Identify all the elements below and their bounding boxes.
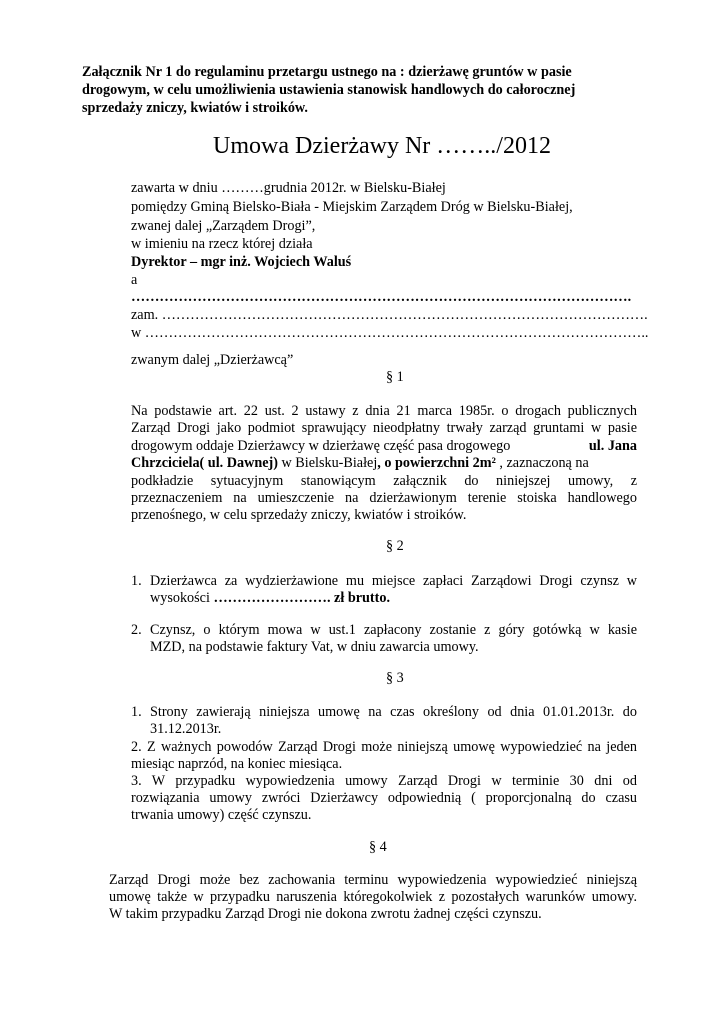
section-2-item-2-number: 2.	[131, 622, 142, 638]
section-2-item-1-number: 1.	[131, 573, 142, 589]
section-3-item-1-line-1: Strony zawierają niniejsza umowę na czas określony od dnia 01.01.2013r. do	[150, 704, 637, 720]
section-1-city: w Bielsku-Białej	[281, 455, 378, 471]
header-line-3: sprzedaży zniczy, kwiatów i stroików.	[82, 100, 308, 116]
section-1-heading: § 1	[386, 369, 404, 385]
section-1-line-3	[131, 438, 637, 455]
section-1-street-name: Chrzciciela( ul. Dawnej)	[131, 455, 278, 471]
intro-line-1: zawarta w dniu ………grudnia 2012r. w Bielsku-Białej	[131, 180, 446, 196]
header-line-1: Załącznik Nr 1 do regulaminu przetargu ustnego na : dzierżawę gruntów w pasie	[82, 64, 572, 80]
section-3-item-1-number: 1.	[131, 704, 142, 720]
section-4-line-3: W takim przypadku Zarząd Drogi nie dokona zwrotu żadnej części czynszu.	[109, 906, 542, 922]
section-1-line-7: przenośnego, w celu sprzedaży zniczy, kwiatów i stroików.	[131, 507, 467, 523]
section-4-line-1: Zarząd Drogi może bez zachowania terminu wypowiedzenia wypowiedzieć niniejszą	[109, 872, 637, 888]
section-1-line-4	[131, 455, 637, 472]
section-3-heading: § 3	[386, 670, 404, 686]
intro-line-3: zwanej dalej „Zarządem Drogi”,	[131, 218, 316, 234]
section-4-heading: § 4	[369, 839, 387, 855]
intro-line-a: a	[131, 272, 138, 288]
section-2-amount: ……………………. zł brutto.	[213, 590, 391, 606]
section-3-item-2-line-1: 2. Z ważnych powodów Zarząd Drogi może niniejszą umowę wypowiedzieć na jeden	[131, 739, 637, 755]
section-1-marked: , zaznaczoną na	[499, 455, 589, 471]
section-2-heading: § 2	[386, 538, 404, 554]
intro-dzierzawca: zwanym dalej „Dzierżawcą”	[131, 352, 294, 368]
section-1-line-2: Zarząd Drogi jako podmiot sprawujący nieodpłatny trwały zarząd gruntami w pasie	[131, 420, 637, 436]
section-2-amount-label: wysokości	[150, 590, 210, 606]
intro-zam-line: zam. ………………………………………………………………………………………….	[131, 307, 648, 323]
section-3-item-2-line-2: miesiąc naprzód, na koniec miesiąca.	[131, 756, 343, 772]
section-2-item-1-line-2	[150, 590, 390, 607]
section-4-line-2: umowę także w przypadku naruszenia któregokolwiek z pozostałych warunków umowy.	[109, 889, 637, 905]
section-1-street: ul. Jana	[588, 438, 637, 454]
intro-director: Dyrektor – mgr inż. Wojciech Waluś	[131, 254, 352, 270]
section-2-item-2-line-2: MZD, na podstawie faktury Vat, w dniu zawarcia umowy.	[150, 639, 479, 655]
section-3-item-1-line-2: 31.12.2013r.	[150, 721, 222, 737]
section-1-area: 2m²	[472, 455, 496, 471]
section-2-item-2-line-1: Czynsz, o którym mowa w ust.1 zapłacony zostanie z góry gotówką w kasie	[150, 622, 637, 638]
section-3-item-3-line-1: 3. W przypadku wypowiedzenia umowy Zarząd Drogi w terminie 30 dni od	[131, 773, 637, 789]
section-3-item-3-line-3: trwania umowy) część czynszu.	[131, 807, 312, 823]
section-3-item-3-line-2: rozwiązania umowy zwróci Dzierżawcy odpowiednią ( proporcjonalną do czasu	[131, 790, 637, 806]
intro-dotted-line: …………………………………………………………………………………………….	[131, 289, 632, 305]
intro-w-line: w ……………………………………………………………………………………………..	[131, 325, 649, 341]
section-1-line-3-text: drogowym oddaje Dzierżawcy w dzierżawę część pasa drogowego	[131, 438, 511, 454]
section-1-line-6: przeznaczeniem na umieszczenie na dzierżawionym terenie stoiska handlowego	[131, 490, 637, 506]
section-1-line-5: podkładzie sytuacyjnym stanowiącym załącznik do niniejszej umowy, z	[131, 473, 637, 489]
intro-line-2: pomiędzy Gminą Bielsko-Biała - Miejskim Zarządem Dróg w Bielsku-Białej,	[131, 199, 573, 215]
intro-line-4: w imieniu na rzecz której działa	[131, 236, 313, 252]
section-1-line-1: Na podstawie art. 22 ust. 2 ustawy z dnia 21 marca 1985r. o drogach publicznych	[131, 403, 637, 419]
header-line-2: drogowym, w celu umożliwienia ustawienia stanowisk handlowych do całorocznej	[82, 82, 576, 98]
section-2-item-1-line-1: Dzierżawca za wydzierżawione mu miejsce zapłaci Zarządowi Drogi czynsz w	[150, 573, 637, 589]
section-1-comma: , o powierzchni	[377, 455, 470, 471]
document-title: Umowa Dzierżawy Nr ……../2012	[213, 133, 551, 159]
